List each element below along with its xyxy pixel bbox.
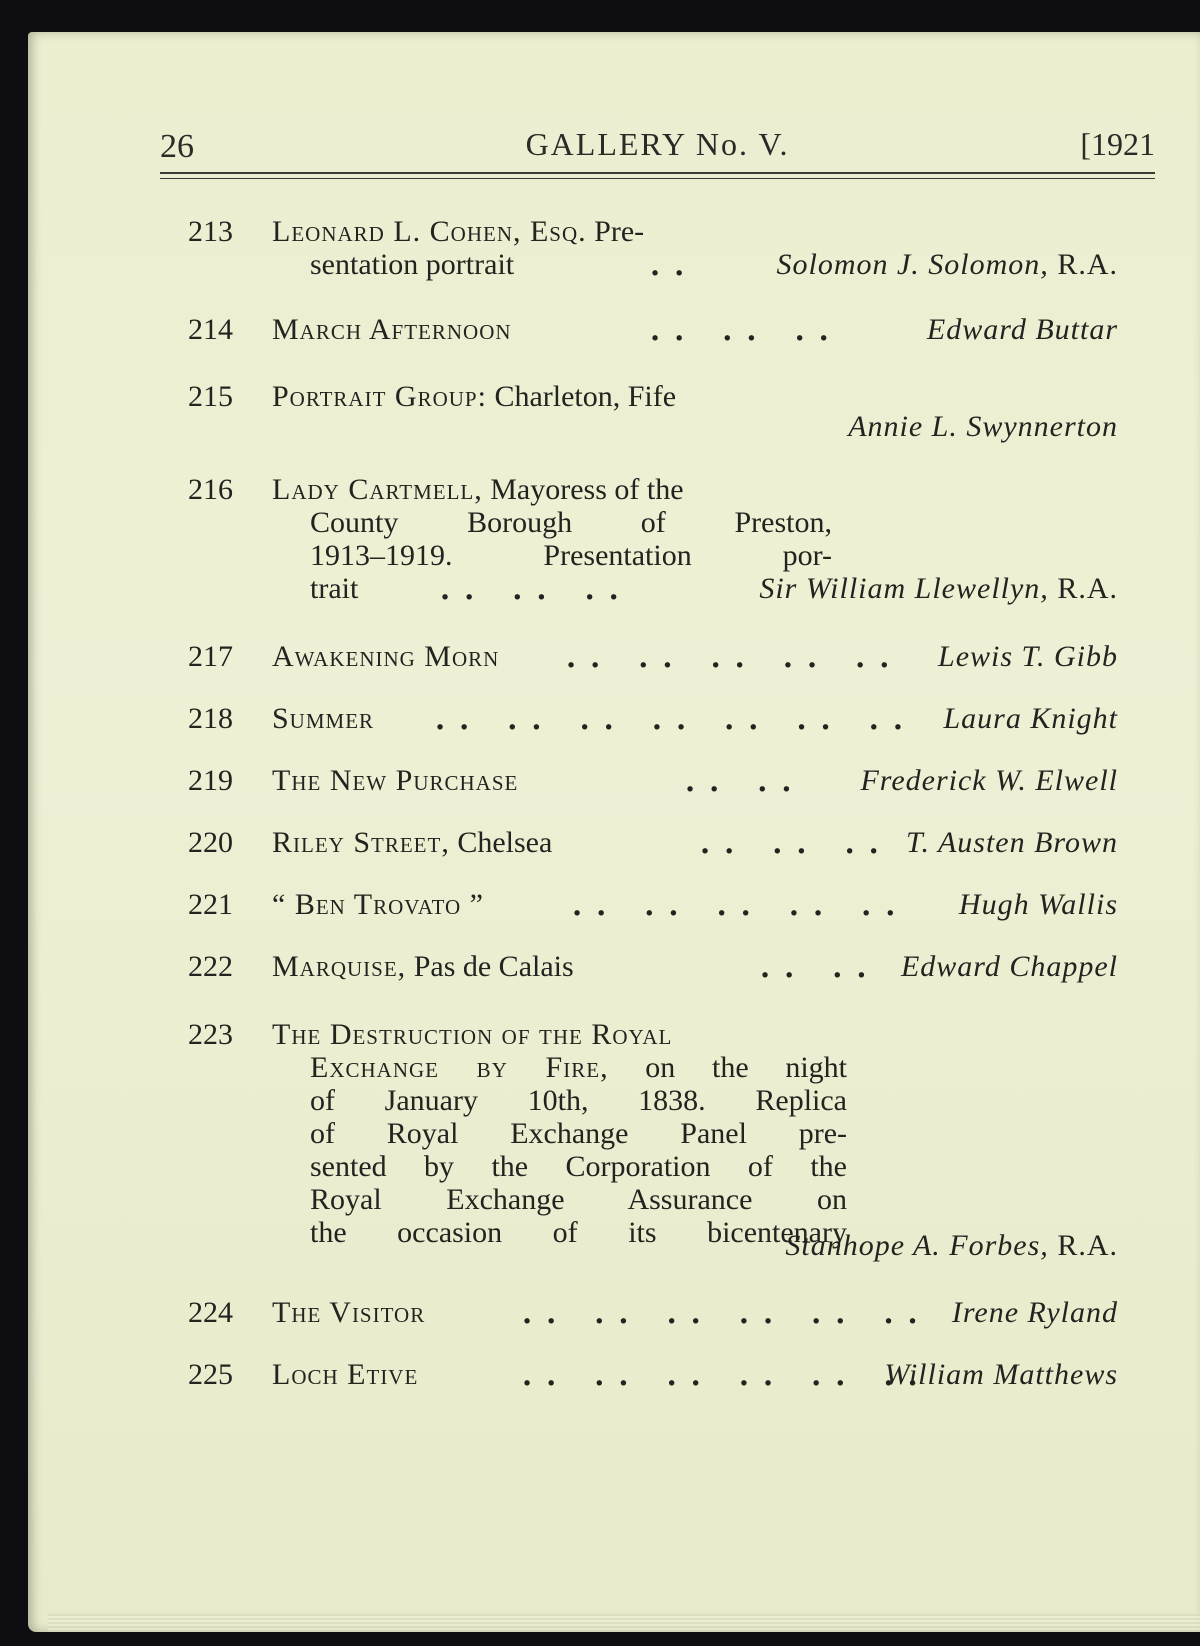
entry-title: Loch Etive: [272, 1358, 419, 1391]
entry-title: The New Purchase: [272, 764, 519, 797]
entry-artist: Hugh Wallis: [958, 888, 1118, 921]
header-year: [1921: [1080, 126, 1155, 162]
dot-leader: ..: [650, 248, 699, 282]
entry-title-line: sentation portrait: [310, 248, 515, 281]
entry-number: 221: [188, 888, 233, 921]
entry-title-line: County Borough of Preston,: [310, 506, 832, 539]
entry-title-line: of January 10th, 1838. Replica: [310, 1084, 847, 1117]
entry-artist: Frederick W. Elwell: [860, 764, 1118, 797]
entry-title: Riley Street, Chelsea: [272, 826, 553, 859]
entry-artist: Edward Buttar: [926, 313, 1118, 346]
entry-number: 224: [188, 1296, 233, 1329]
dot-leader: .. .. .. .. ..: [566, 640, 904, 674]
dot-leader: .. ..: [685, 764, 806, 798]
catalogue-entry-215: [160, 380, 1160, 455]
entry-artist: William Matthews: [884, 1358, 1118, 1391]
entry-number: 225: [188, 1358, 233, 1391]
entry-number: 219: [188, 764, 233, 797]
entry-title-line: trait: [310, 572, 359, 605]
entry-title-line: Royal Exchange Assurance on: [310, 1183, 847, 1216]
dot-leader: .. .. .. .. .. ..: [522, 1358, 932, 1392]
entry-title: The Visitor: [272, 1296, 426, 1329]
entry-number: 213: [188, 215, 233, 248]
entry-artist: Annie L. Swynnerton: [848, 410, 1118, 443]
catalogue-entry-221: [160, 888, 1160, 928]
catalogue-entry-217: [160, 640, 1160, 680]
entry-number: 218: [188, 702, 233, 735]
entry-title: Lady Cartmell, Mayoress of the County Borough of Preston, 1913–1919. Presentation por- trait: [272, 473, 832, 605]
entry-number: 220: [188, 826, 233, 859]
entry-artist: Solomon J. Solomon, R.A.: [776, 248, 1118, 281]
catalogue-entry-225: [160, 1358, 1160, 1398]
catalogue-entry-216: [160, 473, 1160, 613]
header-rule: [160, 172, 1155, 174]
entry-title: Portrait Group: Charleton, Fife: [272, 380, 677, 413]
catalogue-entry-219: [160, 764, 1160, 804]
catalogue-entry-222: [160, 950, 1160, 990]
entry-number: 222: [188, 950, 233, 983]
page-header: [160, 120, 1155, 166]
entry-artist: Irene Ryland: [951, 1296, 1118, 1329]
catalogue-entry-220: [160, 826, 1160, 866]
entry-artist: Lewis T. Gibb: [938, 640, 1118, 673]
catalogue-entry-214: [160, 313, 1160, 353]
dot-leader: .. .. ..: [440, 572, 633, 606]
entry-number: 217: [188, 640, 233, 673]
entry-title: Summer: [272, 702, 375, 735]
entry-title: Leonard L. Cohen, Esq. Pre- sentation portrait: [272, 215, 832, 281]
dot-leader: .. .. ..: [650, 313, 843, 347]
entry-number: 214: [188, 313, 233, 346]
entry-title-line: of Royal Exchange Panel pre-: [310, 1117, 847, 1150]
dot-leader: .. .. .. .. ..: [572, 888, 910, 922]
page-title: GALLERY No. V.: [525, 126, 790, 162]
page-number: 26: [160, 128, 194, 165]
entry-title: Marquise, Pas de Calais: [272, 950, 574, 983]
dot-leader: .. ..: [760, 950, 881, 984]
header-rule-thin: [160, 178, 1155, 179]
entry-number: 223: [188, 1018, 233, 1051]
dot-leader: .. .. .. .. .. ..: [522, 1296, 932, 1330]
entry-number: 216: [188, 473, 233, 506]
entry-artist: Laura Knight: [943, 702, 1118, 735]
entry-artist: Sir William Llewellyn, R.A.: [759, 572, 1118, 605]
entry-artist: Stanhope A. Forbes, R.A.: [785, 1229, 1118, 1262]
catalogue-entry-223: [160, 1018, 1160, 1268]
dot-leader: .. .. ..: [700, 826, 893, 860]
entry-artist: T. Austen Brown: [906, 826, 1118, 859]
dot-leader: .. .. .. .. .. .. ..: [435, 702, 917, 736]
entry-title-line: the occasion of its bicentenary: [310, 1216, 847, 1249]
entry-title: Awakening Morn: [272, 640, 500, 673]
entry-title-line: 1913–1919. Presentation por-: [310, 539, 832, 572]
catalogue-entry-224: [160, 1296, 1160, 1336]
catalogue-entry-213: [160, 215, 1160, 295]
entry-title: The Destruction of the Royal Exchange by Fire, on the night of January 10th, 1838. Replica of Royal Exchange Panel pre- sented by the Corporation of the Royal Exchange Assurance on the occasion of its bicentenary: [272, 1018, 847, 1249]
entry-title: “ Ben Trovato ”: [272, 888, 484, 921]
entry-title-line: sented by the Corporation of the: [310, 1150, 847, 1183]
entry-title: March Afternoon: [272, 313, 512, 346]
entry-artist: Edward Chappel: [900, 950, 1118, 983]
catalogue-entry-218: [160, 702, 1160, 742]
entry-number: 215: [188, 380, 233, 413]
